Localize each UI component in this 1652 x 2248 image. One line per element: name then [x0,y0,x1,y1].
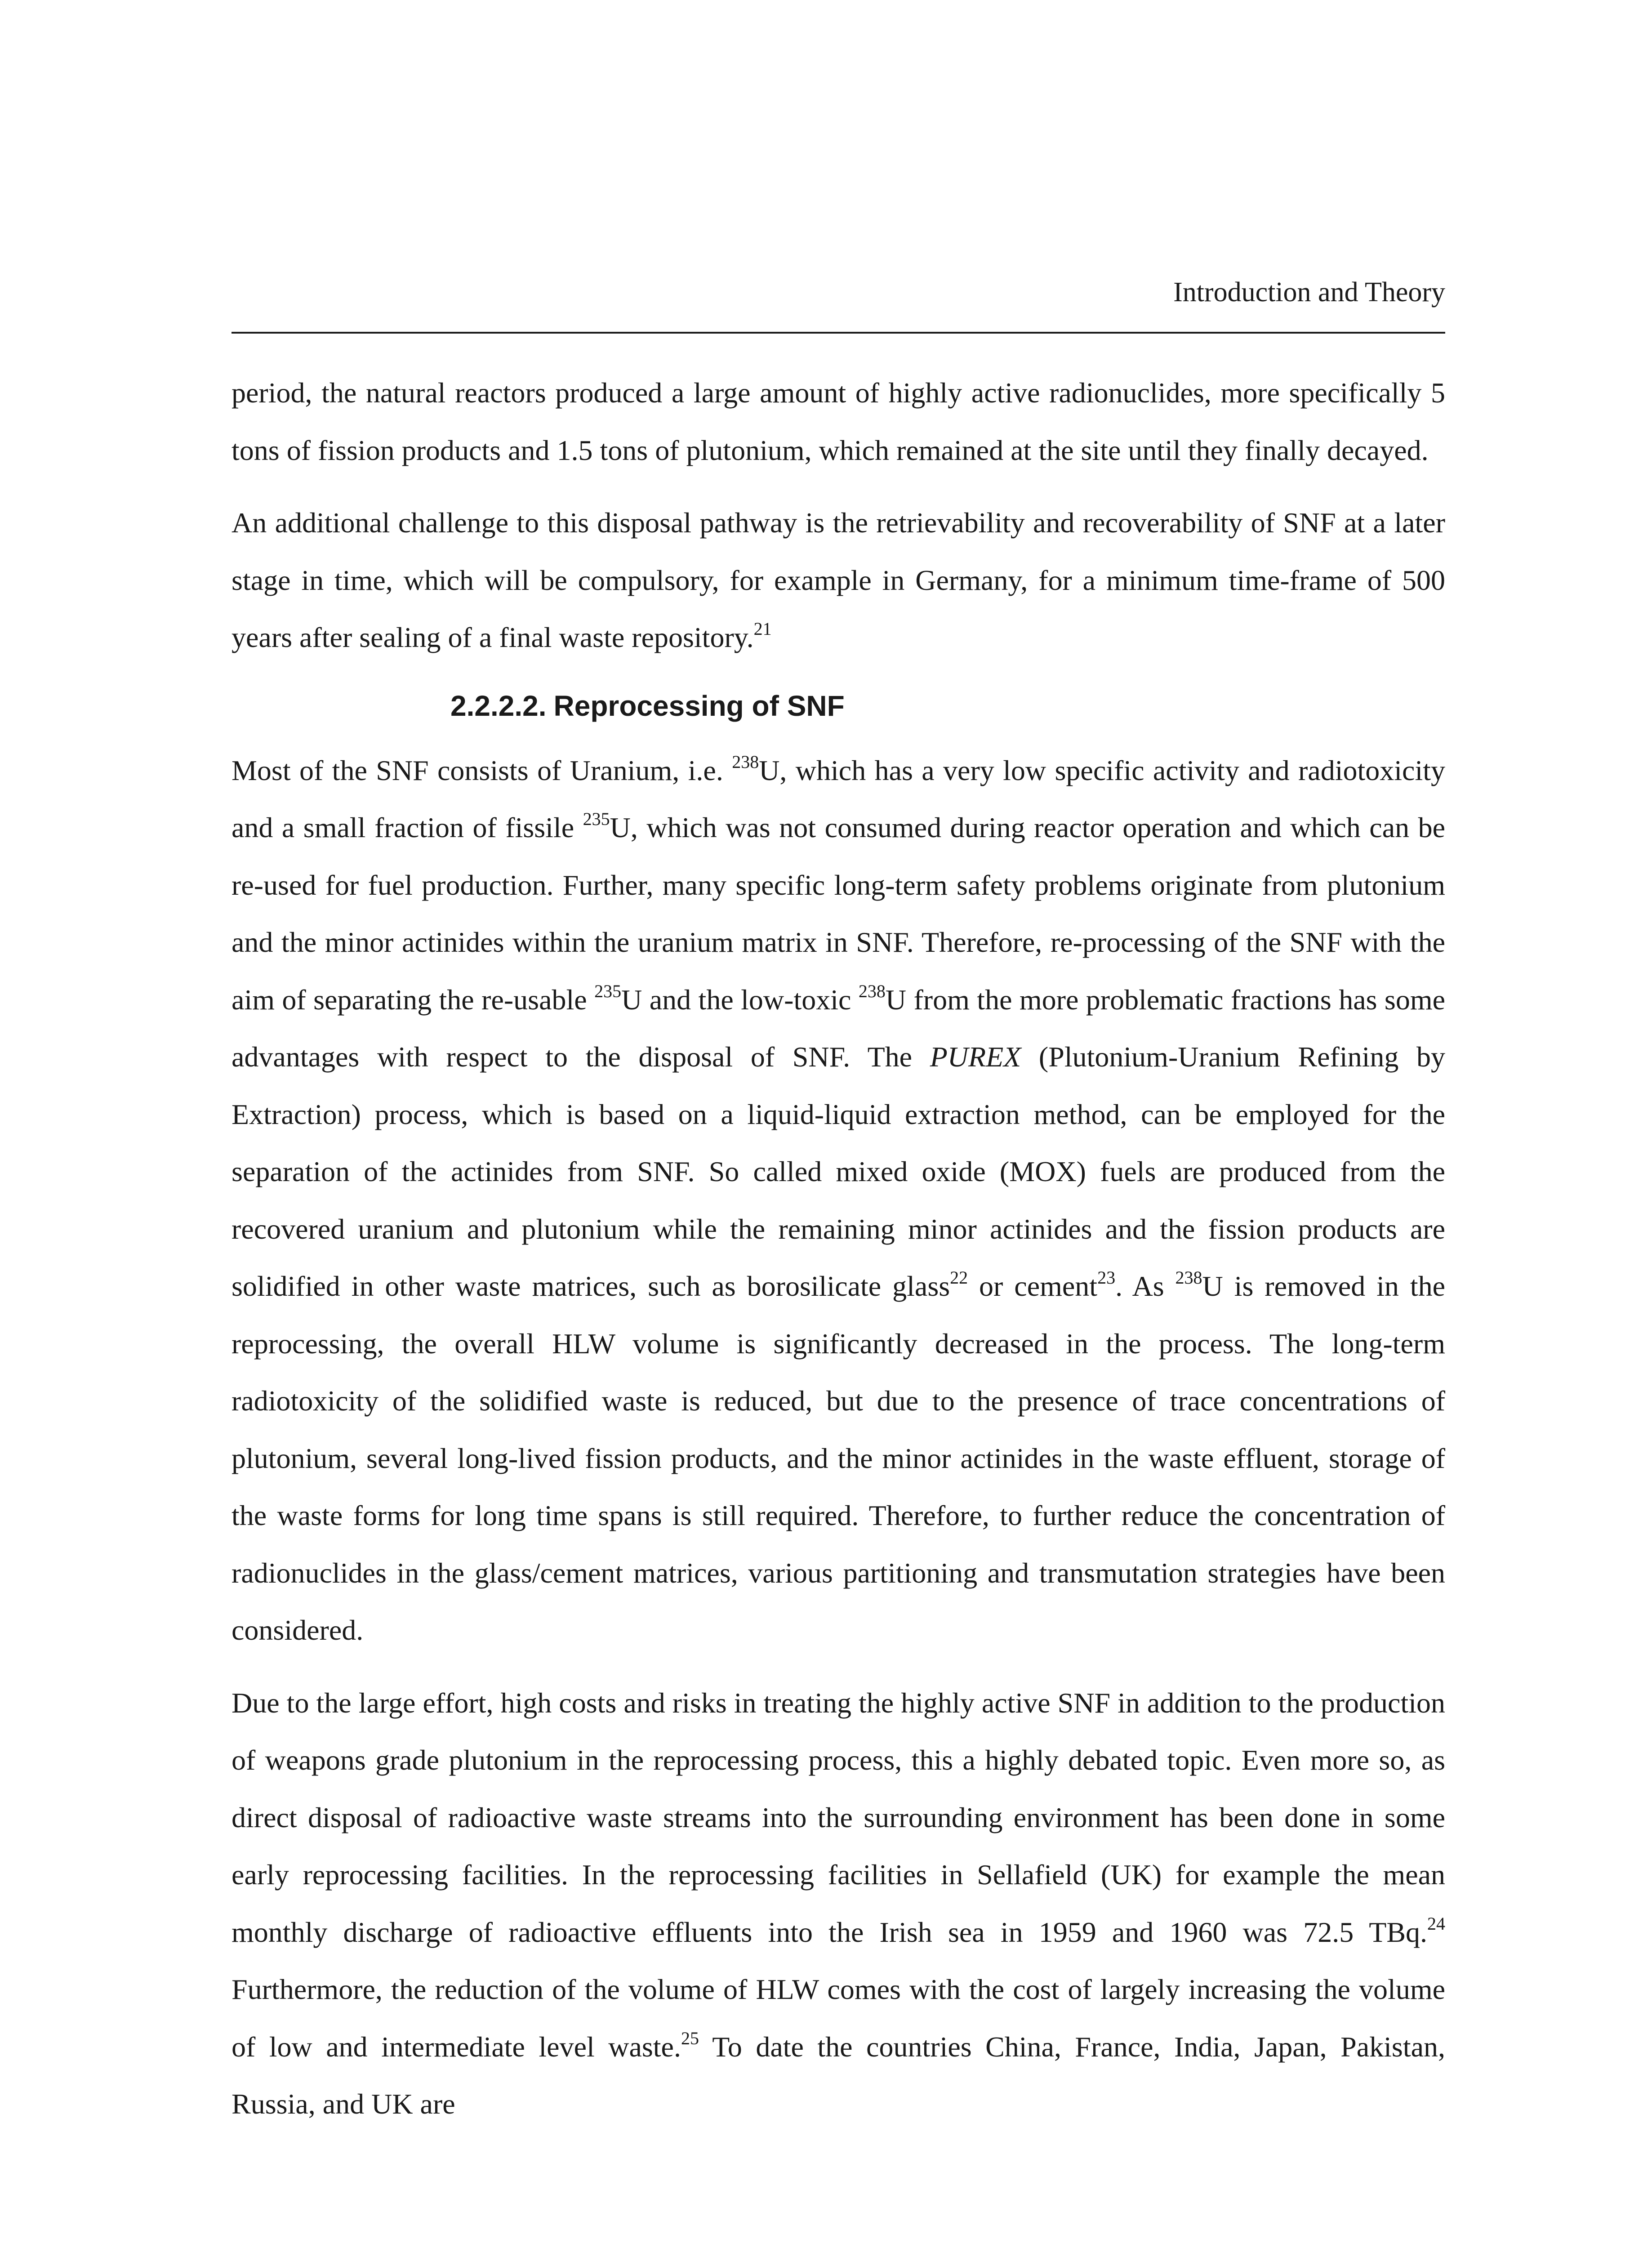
text-run: or cement [968,1270,1098,1302]
superscript: 238 [858,981,886,1001]
running-header: Introduction and Theory [1173,277,1445,308]
superscript: 235 [594,981,622,1001]
paragraph [232,494,1445,666]
section-heading [450,688,1445,724]
body-text [232,364,1445,2133]
text-run: Most of the SNF consists of Uranium, i.e. [232,754,732,786]
superscript: 238 [1175,1267,1202,1288]
superscript: 22 [950,1267,968,1288]
superscript: 23 [1097,1267,1116,1288]
text-run: U is removed in the reprocessing, the overall HLW volume is significantly decreased in the process. The long-term radiotoxicity of the solidified waste is reduced, but due to the presence of trace concentrations of plutonium, several long-lived fission products, and the minor actinides in the waste effluent, storage of the waste forms for long time spans is still required. Therefore, to further reduce the concentration of radionuclides in the glass/cement matrices, various partitioning and transmutation strategies have been considered. [232,1270,1446,1646]
paragraph [232,742,1445,1659]
text-run: An additional challenge to this disposal pathway is the retrievability and recoverability of SNF at a later stage in time, which will be compulsory, for example in Germany, for a minimum time-frame of 500 years after sealing of a final waste repository. [232,507,1445,653]
section-number: 2.2.2.2. [450,689,547,722]
text-run: U, which was not consumed during reactor operation and which can be re-used for fuel production. Further, many specific long-term safety problems originate from plutonium and the minor actinides within the uranium matrix in SNF. Therefore, re-processing of the SNF with the aim of separating the re-usable [232,812,1446,1016]
text-run: Furthermore, the reduction of the volume of HLW comes with the cost of largely increasing the volume of low and intermediate level waste. [232,1973,1445,2063]
superscript: 235 [583,809,610,829]
text-run: U and the low-toxic [621,983,859,1016]
section-title: Reprocessing of SNF [553,689,845,722]
emphasis: PUREX [930,1041,1021,1073]
text-run: To date the countries China, France, India, Japan, Pakistan, Russia, and UK are [232,2030,1446,2120]
superscript: 24 [1427,1913,1445,1934]
paragraph [232,364,1445,479]
text-run: period, the natural reactors produced a large amount of highly active radionuclides, more specifically 5 tons of fission products and 1.5 tons of plutonium, which remained at the site until they finally decayed. [232,377,1445,466]
text-run: (Plutonium-Uranium Refining by Extraction) process, which is based on a liquid-liquid extraction method, can be employed for the separation of the actinides from SNF. So called mixed oxide (MOX) fuels are produced from the recovered uranium and plutonium while the remaining minor actinides and the fission products are solidified in other waste matrices, such as borosilicate glass [232,1041,1446,1302]
superscript: 25 [681,2028,699,2048]
text-run: Due to the large effort, high costs and risks in treating the highly active SNF in addition to the production of weapons grade plutonium in the reprocessing process, this a highly debated topic. Even more so, as direct disposal of radioactive waste streams into the surrounding environment has been done in some early reprocessing facilities. In the reprocessing facilities in Sellafield (UK) for example the mean monthly discharge of radioactive effluents into the Irish sea in 1959 and 1960 was 72.5 TBq. [232,1686,1445,1948]
paragraph [232,1674,1445,2133]
text-run: U from the more problematic fractions has some advantages with respect to the disposal of SNF. The [232,983,1446,1073]
text-run: . As [1115,1270,1176,1302]
header-rule [232,332,1445,334]
text-run: U, which has a very low specific activity and radiotoxicity and a small fraction of fissile [232,754,1445,843]
superscript: 238 [732,751,759,772]
superscript: 21 [753,619,772,639]
